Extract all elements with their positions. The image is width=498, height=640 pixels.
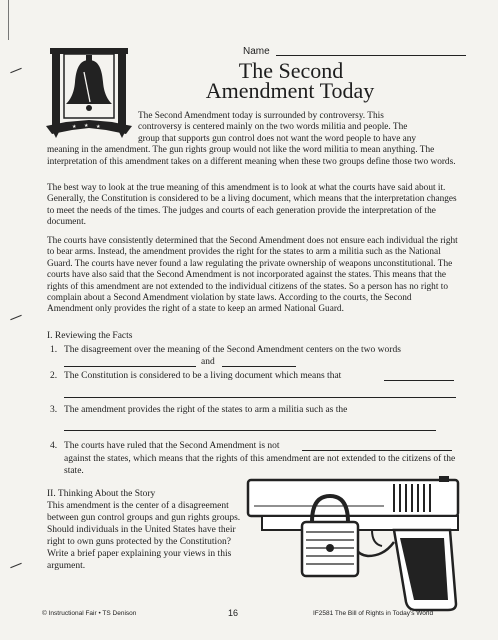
section-1-heading: I. Reviewing the Facts [47,331,133,341]
name-line [276,55,466,56]
q3-number: 3. [50,405,58,415]
p2-text: The best way to look at the true meaning of this amendment is to look at what the courts have said about it. Generally, the Constitution is considered to be a living document, which means that the interpretation changes to meet the needs of the times. The judges and courts of each generation provide the interpretation of the document. [47,183,457,228]
q4-number: 4. [50,441,58,451]
section-2-heading: II. Thinking About the Story [47,489,156,499]
q3-answer-blank[interactable] [64,430,436,431]
p1-line1: The Second Amendment today is surrounded by controversy. This [138,111,384,121]
paragraph-2 [47,183,459,229]
q1-and: and [201,357,215,367]
page-edge-line [8,0,9,40]
p1-rest: meaning in the amendment. The gun rights group would not like the word militia to mean anything. The interpretation of this amendment takes on a different meaning when these two groups define those two words. [47,145,456,167]
q2-answer-line-2[interactable] [64,397,456,398]
q2-answer-blank[interactable] [384,380,454,381]
q4-answer-blank[interactable] [302,450,452,451]
page-title-line1: The Second [238,58,344,83]
margin-mark [10,563,22,568]
name-label: Name [243,46,270,57]
margin-mark [10,315,22,320]
q2-number: 2. [50,371,58,381]
q3-text: The amendment provides the right of the states to arm a militia such as the [64,405,348,415]
q1-answer-blank-2[interactable] [222,366,296,367]
svg-text:★: ★ [72,125,77,130]
handgun-padlock-illustration [244,476,462,614]
section-2-text: This amendment is the center of a disagreement between gun control groups and gun rights groups. Should individuals in the United States have their right to own guns protected by the Constitution? Write a brief paper explaining your views in this argument. [47,501,241,571]
paragraph-1 [47,111,459,168]
q1-number: 1. [50,345,58,355]
q4-text: The courts have ruled that the Second Amendment is not [64,441,280,451]
p1-line3: group that supports gun control does not want the word people to have any [138,133,417,144]
paragraph-3 [47,236,459,316]
footer-page-number: 16 [228,608,239,618]
svg-text:★: ★ [96,125,101,130]
name-field [243,46,466,57]
footer-publisher: © Instructional Fair • TS Denison [42,610,137,617]
q2-text: The Constitution is considered to be a living document which means that [64,371,342,381]
margin-mark [10,68,22,73]
svg-text:★: ★ [84,124,89,129]
p1-line2: controversy is centered mainly on the two words militia and people. The [138,122,408,133]
q1-answer-blank-1[interactable] [64,366,196,367]
q1-text: The disagreement over the meaning of the Second Amendment centers on the two words [64,345,401,355]
footer-book-title: IF2581 The Bill of Rights in Today's World [313,610,434,617]
page-title-line2: Amendment Today [205,78,375,103]
p3-text: The courts have consistently determined that the Second Amendment does not ensure each individual the right to bear arms. Instead, the amendment provides the right for the states to arm a militia such as the National Guard. The courts have never found a law regulating the private ownership of weapons unconstitutional. The courts have also said that the Second Amendment is not incorporated against the states. This means that the rights of this amendment are not extended to the individual citizens of the states. So a person has no right to complain about a Second Amendment violation by state laws. According to the courts, the Second Amendment only provides the right of a state to keep an armed National Guard. [47,236,458,315]
q4-continuation: against the states, which means that the rights of this amendment are not extended to the citizens of the state. [64,454,456,476]
